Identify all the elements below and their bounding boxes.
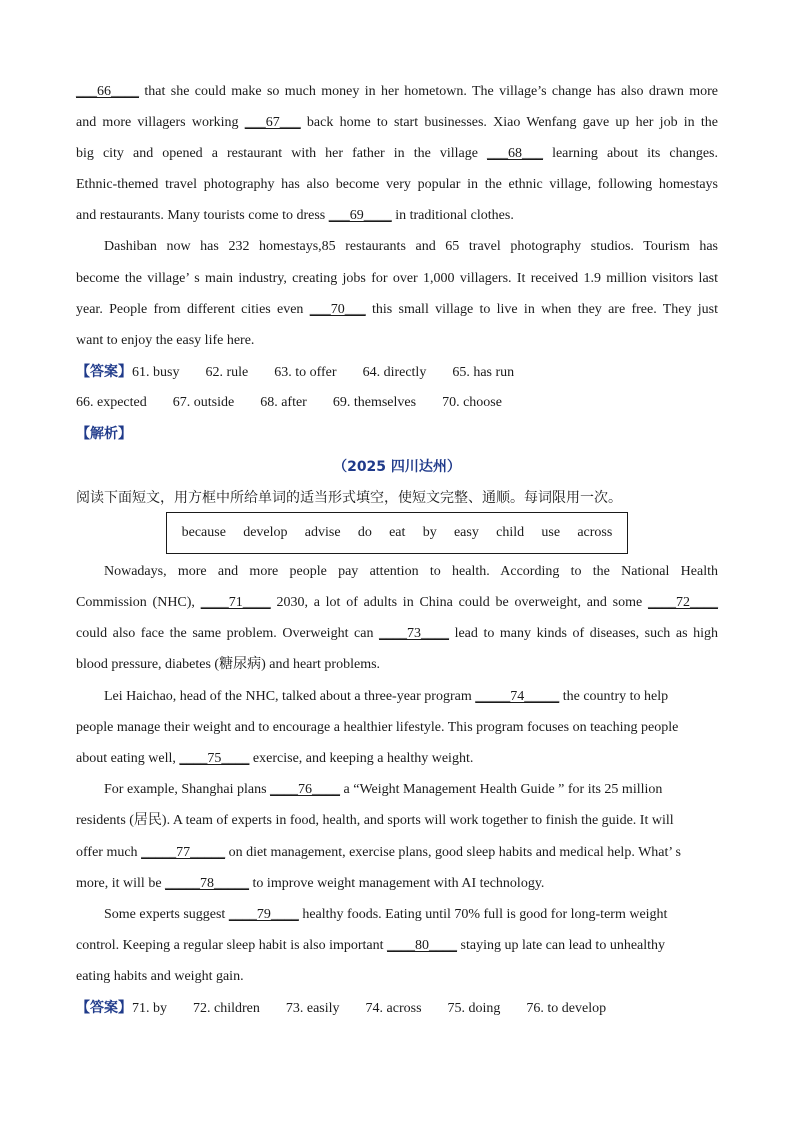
word-bank-item: advise — [304, 525, 341, 540]
analysis-label-row — [76, 424, 132, 445]
blank-66: ___66____ — [76, 84, 139, 99]
answer-label: 【答案】 — [76, 364, 132, 380]
passage1-para2-line-3: year. People from different cities even ___70___ this small village to live in when they are free. They just — [76, 302, 718, 317]
s2-para1-line-3: could also face the same problem. Overweight can ____73____ lead to many kinds of diseases, such as high — [76, 626, 718, 641]
section-title: （2025 四川达州） — [333, 459, 461, 475]
s2-para2-line-1: Lei Haichao, head of the NHC, talked about a three-year program _____74_____ the country to help — [104, 689, 669, 704]
blank-80: ____80____ — [387, 938, 458, 953]
s2-para3-line-3: offer much _____77_____ on diet management, exercise plans, good sleep habits and medical help. What’ s — [76, 845, 681, 860]
s2-answers-row: 【答案】71. by 72. children 73. easily 74. across 75. doing 76. to develop — [76, 1000, 607, 1016]
passage1-para2-line-4: want to enjoy the easy life here. — [76, 333, 255, 348]
word-bank-item: across — [577, 525, 613, 540]
word-bank-item: child — [496, 525, 525, 540]
s2-para3-line-2: residents (居民). A team of experts in food, health, and sports will work together to finish the guide. It will — [76, 813, 674, 828]
analysis-label: 【解析】 — [76, 426, 132, 442]
blank-75: ____75____ — [179, 751, 250, 766]
blank-67: ___67___ — [244, 115, 301, 130]
word-bank-item: develop — [243, 525, 288, 540]
word-bank-item: use — [541, 525, 561, 540]
passage1-line-1: ___66____ that she could make so much money in her hometown. The village’s change has also drawn more — [76, 84, 718, 99]
passage1-line-5: and restaurants. Many tourists come to dress ___69____ in traditional clothes. — [76, 208, 514, 223]
s2-para1-line-4: blood pressure, diabetes (糖尿病) and heart problems. — [76, 657, 381, 672]
s2-para3-line-1: For example, Shanghai plans ____76____ a “Weight Management Health Guide ” for its 25 million — [104, 782, 663, 797]
blank-72: ____72____ — [647, 595, 718, 610]
passage1-para2-line-1: Dashiban now has 232 homestays,85 restaurants and 65 travel photography studios. Tourism has — [104, 239, 718, 254]
word-bank-box — [166, 512, 628, 554]
blank-71: ____71____ — [200, 595, 271, 610]
answers-row-1: 【答案】61. busy 62. rule 63. to offer 64. directly 65. has run — [76, 364, 515, 380]
passage1-line-4: Ethnic-themed travel photography has also become very popular in the ethnic village, following homestays — [76, 177, 718, 192]
blank-69: ___69____ — [328, 208, 392, 223]
passage1-line-3: big city and opened a restaurant with her father in the village ___68___ learning about its changes. — [76, 146, 718, 161]
word-bank-item: by — [422, 525, 437, 540]
blank-78: _____78_____ — [165, 876, 250, 891]
word-bank-item: because — [181, 525, 226, 540]
s2-para2-line-3: about eating well, ____75____ exercise, and keeping a healthy weight. — [76, 751, 474, 766]
s2-para4-line-2: control. Keeping a regular sleep habit is also important ____80____ staying up late can lead to unhealthy — [76, 938, 666, 953]
answer-label: 【答案】 — [76, 1000, 132, 1016]
s2-para1-line-2: Commission (NHC), ____71____ 2030, a lot of adults in China could be overweight, and some ____72____ — [76, 595, 718, 610]
blank-74: _____74_____ — [475, 689, 560, 704]
s2-para4-line-1: Some experts suggest ____79____ healthy foods. Eating until 70% full is good for long-term weight — [104, 907, 668, 922]
blank-70: ___70___ — [309, 302, 366, 317]
blank-77: _____77_____ — [141, 845, 226, 860]
s2-para4-line-3: eating habits and weight gain. — [76, 969, 244, 984]
word-bank-item: easy — [453, 525, 479, 540]
blank-73: ____73____ — [379, 626, 450, 641]
word-bank-item: eat — [389, 525, 406, 540]
blank-68: ___68___ — [487, 146, 544, 161]
word-bank-item: do — [357, 525, 372, 540]
answers-row-2: 66. expected 67. outside 68. after 69. themselves 70. choose — [76, 395, 502, 410]
passage1-para2-line-2: become the village’ s main industry, creating jobs for over 1,000 villagers. It received 1.9 million visitors last — [76, 271, 718, 286]
instruction-text: 阅读下面短文，用方框中所给单词的适当形式填空，使短文完整、通顺。每词限用一次。 — [76, 490, 622, 506]
s2-para2-line-2: people manage their weight and to encourage a healthier lifestyle. This program focuses on teaching people — [76, 720, 679, 735]
blank-79: ____79____ — [228, 907, 299, 922]
s2-para1-line-1: Nowadays, more and more people pay attention to health. According to the National Health — [104, 564, 718, 579]
s2-para3-line-4: more, it will be _____78_____ to improve weight management with AI technology. — [76, 876, 545, 891]
blank-76: ____76____ — [270, 782, 341, 797]
passage1-line-2: and more villagers working ___67___ back home to start businesses. Xiao Wenfang gave up her job in the — [76, 115, 718, 130]
